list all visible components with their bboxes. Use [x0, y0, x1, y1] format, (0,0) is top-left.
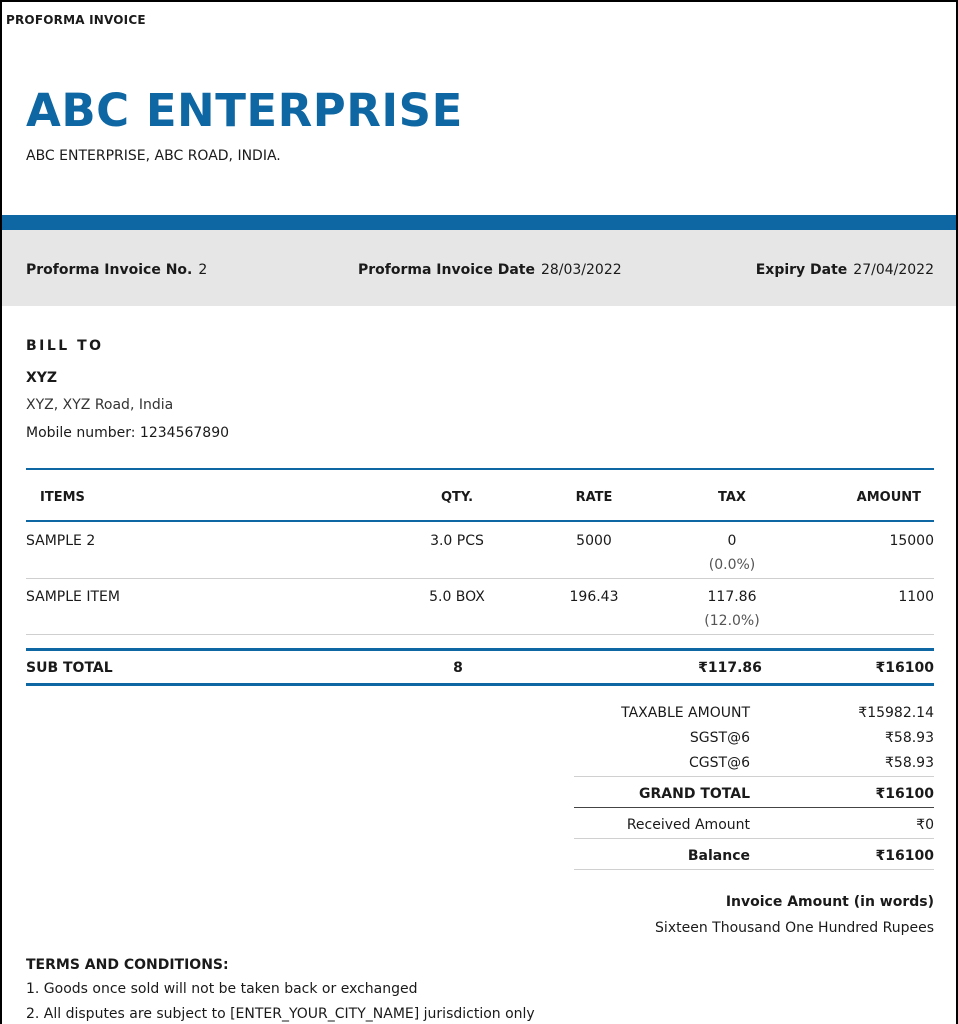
row1-rate: 5000: [576, 533, 612, 549]
invoice-date: Proforma Invoice Date 28/03/2022: [358, 262, 622, 278]
customer-name: XYZ: [26, 370, 58, 386]
row1-qty: 3.0 PCS: [430, 533, 484, 549]
subtotal-tax: ₹117.86: [698, 660, 762, 676]
sgst-value: ₹58.93: [885, 730, 934, 746]
table-top-rule: [26, 468, 934, 470]
row2-amount: 1100: [898, 589, 934, 605]
amount-in-words-value: Sixteen Thousand One Hundred Rupees: [655, 920, 934, 936]
cgst-value: ₹58.93: [885, 755, 934, 771]
row2-rate: 196.43: [569, 589, 619, 605]
subtotal-label: SUB TOTAL: [26, 660, 113, 676]
row1-amount: 15000: [889, 533, 934, 549]
terms-item: 1. Goods once sold will not be taken back or exchanged: [26, 981, 418, 997]
table-header-rule: [26, 520, 934, 522]
subtotal-bottom-rule: [26, 683, 934, 686]
grand-total-label: GRAND TOTAL: [639, 786, 750, 802]
summary-divider: [574, 807, 934, 808]
bill-to-heading: BILL TO: [26, 338, 104, 354]
taxable-amount-label: TAXABLE AMOUNT: [621, 705, 750, 721]
terms-item: 2. All disputes are subject to [ENTER_YOUR_CITY_NAME] jurisdiction only: [26, 1006, 535, 1022]
invoice-number: Proforma Invoice No. 2: [26, 262, 208, 278]
received-amount-label: Received Amount: [626, 817, 750, 833]
subtotal-qty: 8: [453, 660, 463, 676]
header-qty: QTY.: [440, 490, 474, 505]
row1-tax-percent: (0.0%): [708, 557, 756, 573]
summary-divider: [574, 838, 934, 839]
taxable-amount-value: ₹15982.14: [858, 705, 934, 721]
row-divider: [26, 634, 934, 635]
expiry-date: Expiry Date 27/04/2022: [755, 262, 934, 278]
row2-tax-percent: (12.0%): [704, 613, 760, 629]
row1-tax: 0: [727, 533, 737, 549]
balance-label: Balance: [687, 848, 750, 864]
balance-value: ₹16100: [875, 848, 934, 864]
company-name: ABC ENTERPRISE: [26, 84, 463, 137]
row2-item: SAMPLE ITEM: [26, 589, 120, 605]
received-amount-value: ₹0: [916, 817, 934, 833]
customer-address: XYZ, XYZ Road, India: [26, 397, 174, 413]
summary-divider: [574, 869, 934, 870]
row-divider: [26, 578, 934, 579]
accent-bar: [2, 215, 956, 230]
row2-qty: 5.0 BOX: [429, 589, 485, 605]
row2-tax: 117.86: [707, 589, 757, 605]
row1-item: SAMPLE 2: [26, 533, 96, 549]
customer-mobile: Mobile number: 1234567890: [26, 425, 230, 441]
company-address: ABC ENTERPRISE, ABC ROAD, INDIA.: [26, 148, 281, 164]
subtotal-top-rule: [26, 648, 934, 651]
sgst-label: SGST@6: [689, 730, 750, 746]
document-type: PROFORMA INVOICE: [6, 13, 146, 27]
header-rate: RATE: [575, 490, 613, 505]
summary-divider: [574, 776, 934, 777]
header-items: ITEMS: [40, 490, 85, 505]
header-tax: TAX: [718, 490, 746, 505]
grand-total-value: ₹16100: [875, 786, 934, 802]
amount-in-words-label: Invoice Amount (in words): [725, 894, 934, 910]
subtotal-amount: ₹16100: [875, 660, 934, 676]
terms-heading: TERMS AND CONDITIONS:: [26, 957, 229, 973]
header-amount: AMOUNT: [856, 490, 921, 505]
cgst-label: CGST@6: [689, 755, 750, 771]
